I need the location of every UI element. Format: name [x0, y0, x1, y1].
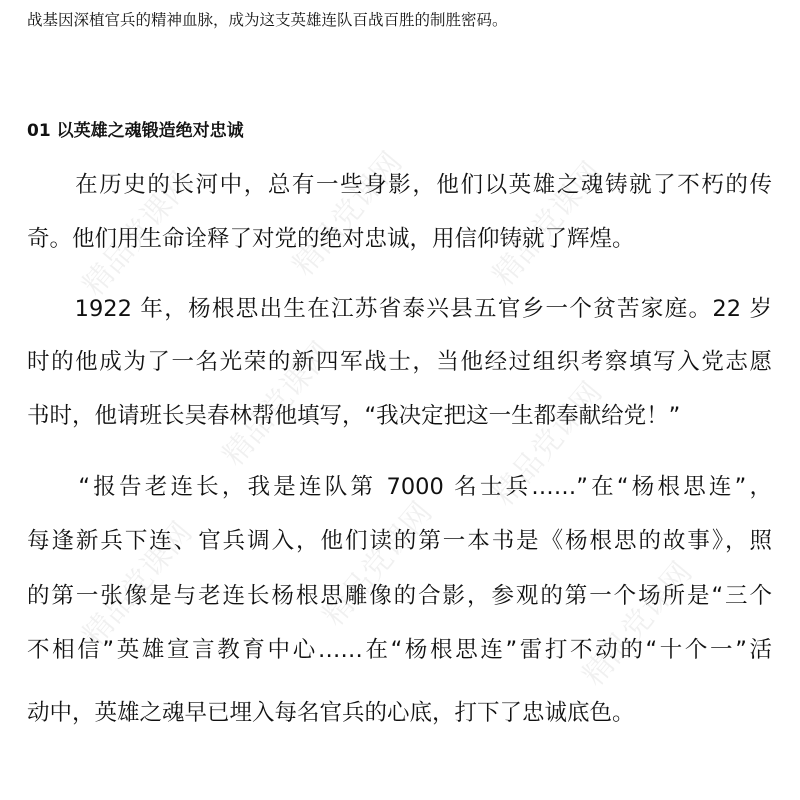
watermark-text: 精品党课网 [486, 155, 610, 293]
watermark-text: 精品党课网 [286, 145, 410, 283]
watermark-text: 精品党课网 [486, 375, 610, 513]
watermark-text: 精品党课网 [76, 165, 200, 303]
paragraph-line: 不相信”英雄宣言教育中心……在“杨根思连”雷打不动的“十个一”活 [27, 637, 772, 663]
paragraph-line: 时的他成为了一名光荣的新四军战士，当他经过组织考察填写入党志愿 [27, 349, 772, 375]
paragraph-line: 在历史的长河中，总有一些身影，他们以英雄之魂铸就了不朽的传 [27, 172, 772, 198]
watermark-text: 精品党课网 [216, 335, 340, 473]
paragraph-line: 的第一张像是与老连长杨根思雕像的合影，参观的第一个场所是“三个 [27, 583, 772, 609]
paragraph-line: 书时，他请班长吴春林帮他填写，“我决定把这一生都奉献给党！” [27, 403, 681, 429]
intro-tail-text: 战基因深植官兵的精神血脉，成为这支英雄连队百战百胜的制胜密码。 [27, 11, 508, 29]
watermark-text: 精品党课网 [576, 555, 700, 693]
section-heading: 01 以英雄之魂锻造绝对忠诚 [27, 121, 244, 141]
paragraph-line: 1922 年，杨根思出生在江苏省泰兴县五官乡一个贫苦家庭。22 岁 [27, 296, 772, 322]
watermark-text: 精品党课网 [316, 495, 440, 633]
paragraph-line: 每逢新兵下连、官兵调入，他们读的第一本书是《杨根思的故事》，照 [27, 528, 772, 554]
watermark-text: 精品党课网 [76, 515, 200, 653]
paragraph-line: 动中，英雄之魂早已埋入每名官兵的心底，打下了忠诚底色。 [27, 700, 635, 726]
paragraph-line: 奇。他们用生命诠释了对党的绝对忠诚，用信仰铸就了辉煌。 [27, 226, 635, 252]
paragraph-line: “报告老连长，我是连队第 7000 名士兵……”在“杨根思连”， [27, 474, 772, 500]
